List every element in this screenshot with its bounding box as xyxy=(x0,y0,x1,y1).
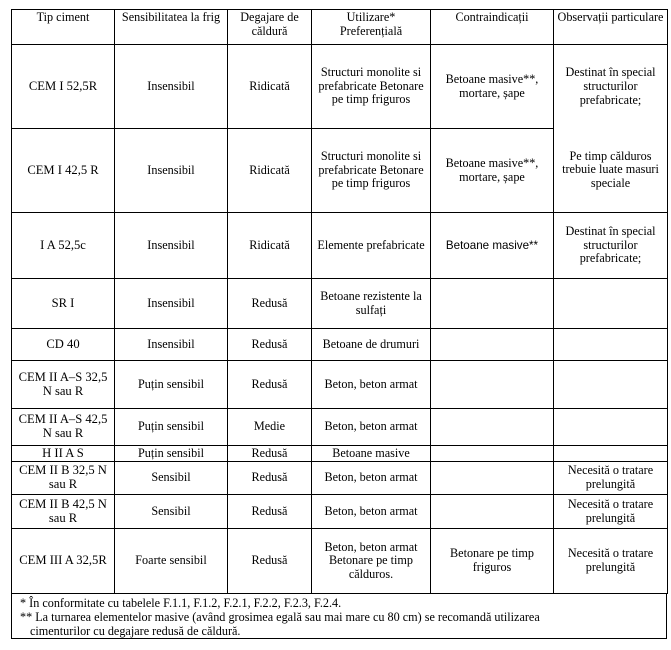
header-row xyxy=(12,10,668,45)
cement-table-frame xyxy=(11,9,667,650)
cell-observatii xyxy=(554,329,668,361)
footnote-2-continued: cimenturilor cu degajare redusă de căldură. xyxy=(30,624,241,638)
cement-table xyxy=(11,9,668,594)
header-utilizare: Utilizare* Preferențială xyxy=(312,10,431,45)
cell-utilizare: Betoane de drumuri xyxy=(312,329,431,361)
cell-observatii: Necesită o tratare prelungită xyxy=(554,495,668,529)
cell-degajare: Redusă xyxy=(228,446,312,462)
cell-observatii: Destinat în special structurilor prefabricate; xyxy=(554,213,668,279)
cell-degajare: Medie xyxy=(228,409,312,446)
cell-contraindicatii xyxy=(431,446,554,462)
cell-contraindicatii xyxy=(431,409,554,446)
header-sensibilitate: Sensibilitatea la frig xyxy=(115,10,228,45)
cell-degajare: Redusă xyxy=(228,361,312,409)
cell-sensibilitate: Insensibil xyxy=(115,329,228,361)
header-contraindicatii: Contraindicații xyxy=(431,10,554,45)
cell-degajare: Redusă xyxy=(228,495,312,529)
cell-tip: SR I xyxy=(12,279,115,329)
cell-degajare: Ridicată xyxy=(228,129,312,213)
cell-utilizare: Beton, beton armat Betonare pe timp călduros. xyxy=(312,529,431,594)
cell-tip: CEM I 52,5R xyxy=(12,45,115,129)
cell-utilizare: Betoane rezistente la sulfați xyxy=(312,279,431,329)
cell-contraindicatii xyxy=(431,329,554,361)
cell-utilizare: Structuri monolite si prefabricate Betonare pe timp friguros xyxy=(312,129,431,213)
cell-observatii-merged-top: Destinat în special structurilor prefabricate; xyxy=(554,45,668,129)
cell-contraindicatii: Betoane masive**, mortare, șape xyxy=(431,129,554,213)
cell-utilizare: Beton, beton armat xyxy=(312,462,431,495)
cell-observatii xyxy=(554,361,668,409)
cell-observatii xyxy=(554,409,668,446)
cell-contraindicatii xyxy=(431,495,554,529)
cell-contraindicatii xyxy=(431,462,554,495)
table-row xyxy=(12,446,668,462)
cell-tip: CEM I 42,5 R xyxy=(12,129,115,213)
table-row xyxy=(12,495,668,529)
header-observatii: Observații particulare xyxy=(554,10,668,45)
cell-sensibilitate: Sensibil xyxy=(115,462,228,495)
cell-degajare: Redusă xyxy=(228,279,312,329)
footnote-2: ** La turnarea elementelor masive (având grosimea egală sau mai mare cu 80 cm) se recomandă utilizarea xyxy=(20,610,540,624)
header-degajare: Degajare de căldură xyxy=(228,10,312,45)
cell-degajare: Redusă xyxy=(228,529,312,594)
cell-sensibilitate: Insensibil xyxy=(115,129,228,213)
cell-utilizare: Elemente prefabricate xyxy=(312,213,431,279)
cell-observatii: Necesită o tratare prelungită xyxy=(554,462,668,495)
table-row xyxy=(12,129,668,213)
table-row xyxy=(12,529,668,594)
table-row xyxy=(12,361,668,409)
cell-tip: CEM II B 42,5 N sau R xyxy=(12,495,115,529)
cell-tip: CEM II A–S 42,5 N sau R xyxy=(12,409,115,446)
cell-sensibilitate: Foarte sensibil xyxy=(115,529,228,594)
cell-observatii: Necesită o tratare prelungită xyxy=(554,529,668,594)
cell-sensibilitate: Sensibil xyxy=(115,495,228,529)
cell-utilizare: Structuri monolite si prefabricate Betonare pe timp friguros xyxy=(312,45,431,129)
table-row xyxy=(12,213,668,279)
cell-tip: CEM III A 32,5R xyxy=(12,529,115,594)
cell-degajare: Ridicată xyxy=(228,213,312,279)
cell-tip: I A 52,5c xyxy=(12,213,115,279)
cell-sensibilitate: Insensibil xyxy=(115,279,228,329)
cell-degajare: Redusă xyxy=(228,329,312,361)
cell-contraindicatii xyxy=(431,361,554,409)
cell-sensibilitate: Puțin sensibil xyxy=(115,361,228,409)
cell-observatii xyxy=(554,446,668,462)
header-tip-ciment: Tip ciment xyxy=(12,10,115,45)
cell-tip: CD 40 xyxy=(12,329,115,361)
cell-observatii xyxy=(554,279,668,329)
cell-sensibilitate: Insensibil xyxy=(115,45,228,129)
cell-sensibilitate: Puțin sensibil xyxy=(115,446,228,462)
cell-contraindicatii: Betoane masive** xyxy=(431,213,554,279)
cell-degajare: Ridicată xyxy=(228,45,312,129)
table-row xyxy=(12,279,668,329)
cell-tip: H II A S xyxy=(12,446,115,462)
cell-utilizare: Beton, beton armat xyxy=(312,409,431,446)
footnotes xyxy=(11,594,667,639)
cell-contraindicatii: Betoane masive**, mortare, șape xyxy=(431,45,554,129)
table-row xyxy=(12,329,668,361)
cell-observatii-merged-bottom: Pe timp călduros trebuie luate masuri speciale xyxy=(554,129,668,213)
cell-utilizare: Beton, beton armat xyxy=(312,361,431,409)
cell-degajare: Redusă xyxy=(228,462,312,495)
cell-utilizare: Beton, beton armat xyxy=(312,495,431,529)
footnote-1: * În conformitate cu tabelele F.1.1, F.1.2, F.2.1, F.2.2, F.2.3, F.2.4. xyxy=(20,596,342,610)
cell-tip: CEM II A–S 32,5 N sau R xyxy=(12,361,115,409)
cell-tip: CEM II B 32,5 N sau R xyxy=(12,462,115,495)
table-row xyxy=(12,462,668,495)
cell-utilizare: Betoane masive xyxy=(312,446,431,462)
table-row xyxy=(12,45,668,129)
cell-sensibilitate: Puțin sensibil xyxy=(115,409,228,446)
cell-sensibilitate: Insensibil xyxy=(115,213,228,279)
cell-contraindicatii xyxy=(431,279,554,329)
table-row xyxy=(12,409,668,446)
cell-contraindicatii: Betonare pe timp friguros xyxy=(431,529,554,594)
